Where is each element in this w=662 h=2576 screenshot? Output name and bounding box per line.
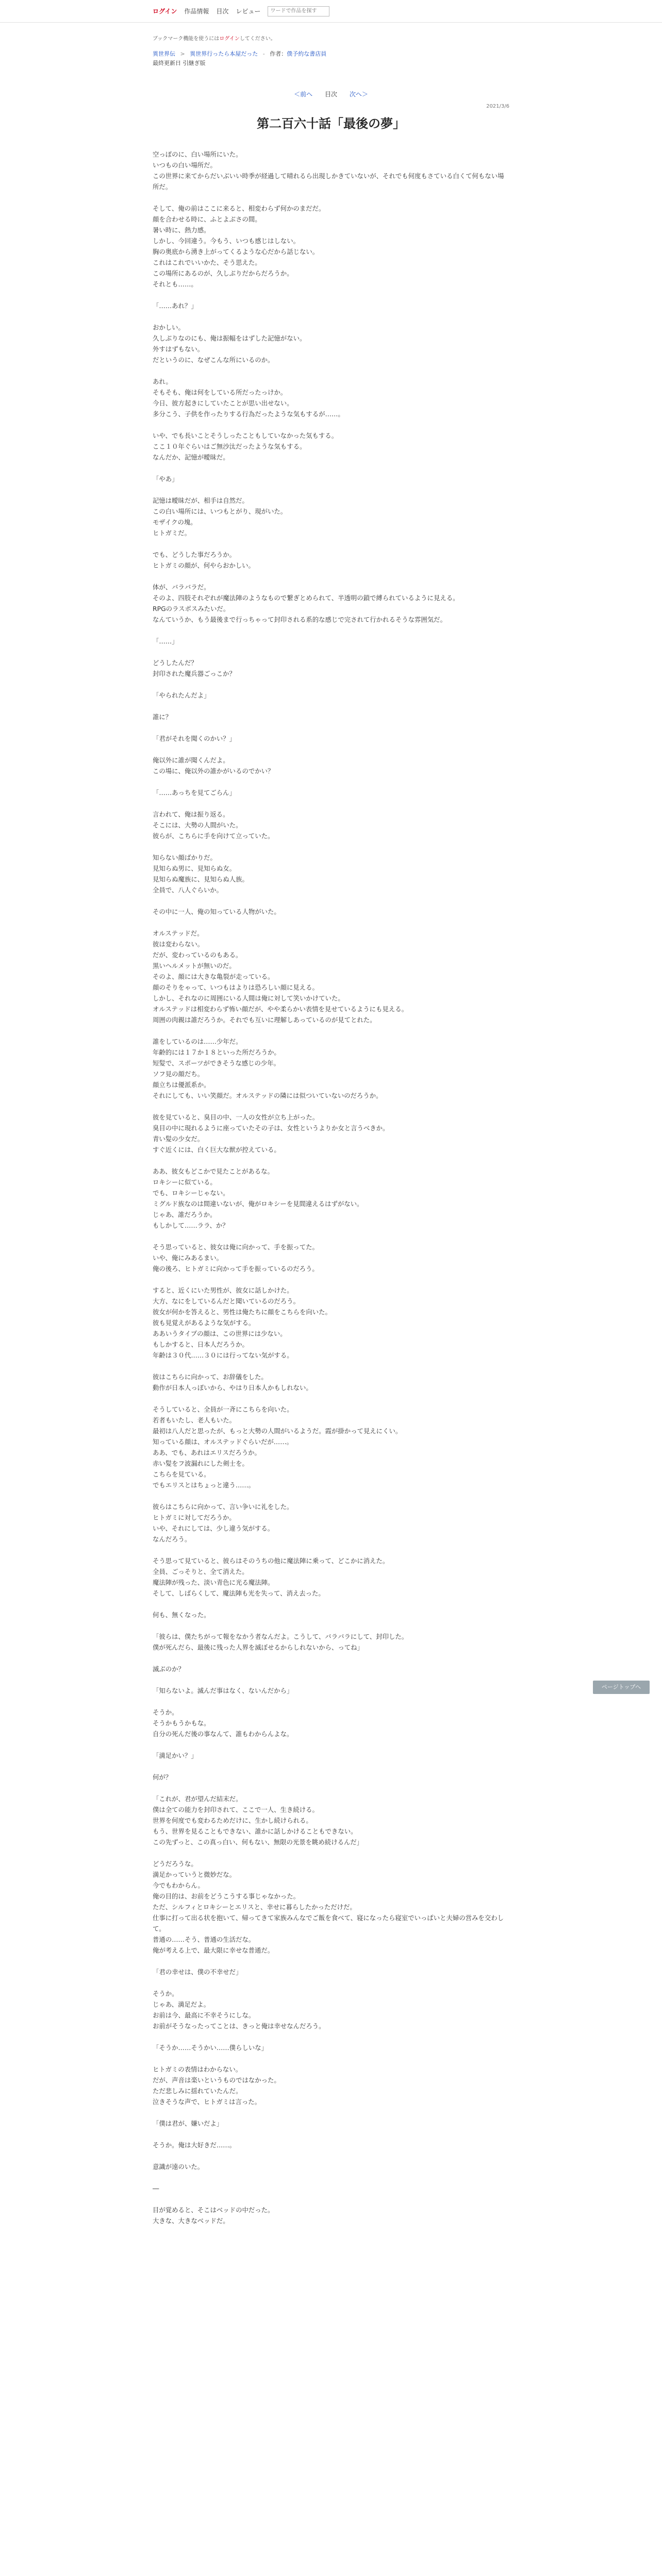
novel-paragraph — [153, 2118, 509, 2129]
novel-paragraph — [153, 906, 509, 917]
novel-line: そうか。 — [153, 1708, 178, 1716]
novel-line: この白い場所には、いつもとがり、現がいた。 — [153, 507, 287, 515]
novel-line: 記憶は曖昧だが、相手は自然だ。 — [153, 497, 249, 504]
novel-paragraph — [153, 430, 509, 463]
novel-paragraph — [153, 549, 509, 571]
novel-line: 仕事に打って出る状を抱いて、帰ってきて家族みんなでご飯を食べて、寝になったら寝室でいっぱいと夫婦の営みを交わして。 — [153, 1914, 504, 1933]
novel-line: そこには、大勢の人間がいた。 — [153, 821, 242, 829]
novel-paragraph — [153, 690, 509, 701]
novel-line: ヒトガミだ。 — [153, 529, 191, 537]
novel-line: なんだろう。 — [153, 1535, 191, 1543]
login-link[interactable]: ログイン — [153, 8, 177, 15]
novel-line: 「やあ」 — [153, 475, 178, 483]
novel-line: この先ずっと、この真っ白い、何もない、無限の光景を眺め続けるんだ」 — [153, 1838, 363, 1846]
novel-line: そうかもうかもな。 — [153, 1719, 210, 1727]
novel-line: オルステッドは相変わらず怖い顔だが、やや柔らかい表情を見せているようにも見える。 — [153, 1005, 408, 1013]
novel-line: 全員で、八人ぐらいか。 — [153, 886, 223, 894]
nav-work-info[interactable]: 作品情報 — [184, 8, 209, 15]
top-navigation-bar — [0, 0, 662, 23]
novel-paragraph — [153, 809, 509, 841]
novel-line: 見知らぬ魔族に、見知らぬ人族。 — [153, 875, 249, 883]
novel-paragraph — [153, 1036, 509, 1101]
novel-line: ― — [153, 2184, 159, 2192]
novel-line: 彼はこちらに向かって、お辞儀をした。 — [153, 1373, 268, 1381]
novel-line: もしかして……ララ、か？ — [153, 1222, 229, 1229]
novel-line: ヒトガミの表情はわからない。 — [153, 2065, 242, 2073]
novel-line: 年齢的には１７か１８といった所だろうか。 — [153, 1048, 280, 1056]
novel-line: その中に一人、俺の知っている人物がいた。 — [153, 908, 280, 916]
novel-paragraph — [153, 1166, 509, 1231]
novel-line: そのよ、顔には大きな亀裂が走っている。 — [153, 973, 274, 980]
novel-line: オルステッドだ。 — [153, 929, 204, 937]
novel-line: だというのに、なぜこんな所にいるのか。 — [153, 356, 274, 364]
novel-paragraph — [153, 582, 509, 625]
novel-line: じゃあ、誰だろうか。 — [153, 1211, 217, 1218]
novel-line: ヒトガミに対してだろうか。 — [153, 1514, 236, 1521]
novel-paragraph — [153, 636, 509, 647]
novel-line: RPGのラスボスみたいだ。 — [153, 605, 230, 613]
novel-line: 今でもわからん。 — [153, 1882, 204, 1889]
novel-line: 年齢は３０代……３０には行ってない気がする。 — [153, 1351, 293, 1359]
novel-line: 外すはずもない。 — [153, 345, 204, 353]
novel-line: でも、どうした事だろうか。 — [153, 551, 236, 558]
novel-line: そう思っていると、彼女は俺に向かって、手を振ってた。 — [153, 1243, 319, 1251]
novel-paragraph — [153, 2161, 509, 2172]
novel-line: 満足かっていうと微妙だな。 — [153, 1871, 236, 1878]
novel-line: 彼らはこちらに向かって、言い争いに礼をした。 — [153, 1503, 293, 1511]
novel-line: この場に、俺以外の誰かがいるのでかい？ — [153, 767, 274, 775]
novel-paragraph — [153, 203, 509, 290]
novel-line: 若者もいたし、老人もいた。 — [153, 1416, 236, 1424]
novel-paragraph — [153, 1772, 509, 1783]
novel-paragraph — [153, 1988, 509, 2031]
chapter-pager — [153, 90, 509, 98]
novel-line: 「僕は君が、嫌いだよ」 — [153, 2120, 223, 2127]
novel-line: 俺の目的は、お前をどうこうする事じゃなかった。 — [153, 1892, 300, 1900]
novel-line: 「満足かい？」 — [153, 1752, 197, 1759]
work-title-link[interactable]: 異世界行ったら本屋だった — [190, 50, 258, 57]
novel-line: なんていうか、もう最後まで行っちゃって封印される系的な感じで完されて行かれるそうな雰囲気だ。 — [153, 616, 446, 623]
bookmark-notice — [153, 34, 509, 44]
novel-paragraph — [153, 495, 509, 538]
novel-paragraph — [153, 787, 509, 798]
novel-line: 青い髪の少女だ。 — [153, 1135, 204, 1143]
novel-line: そして、しばらくして、魔法陣も光を失って、消え去った。 — [153, 1589, 325, 1597]
novel-line: でもエリスとはちょっと違う……。 — [153, 1481, 255, 1489]
novel-line: だが、声音は楽いというものではなかった。 — [153, 2076, 280, 2084]
novel-paragraph — [153, 1609, 509, 1620]
novel-line: 最初は八人だと思ったが、もっと大勢の人間がいるようだ。霞が掛かって見えにくい。 — [153, 1427, 402, 1435]
novel-line: 知らない顔ばかりだ。 — [153, 854, 217, 861]
novel-line: これはこれでいいかた、そう思えた。 — [153, 259, 261, 266]
novel-line: 言われて、俺は振り返る。 — [153, 810, 229, 818]
novel-line: 誰をしているのは……少年だ。 — [153, 1038, 242, 1045]
novel-line: 「知らないよ。滅んだ事はなく、ないんだから」 — [153, 1687, 293, 1694]
novel-paragraph — [153, 1858, 509, 1956]
novel-line: しかし、それなのに周囲にいる人間は俺に対して笑いかけていた。 — [153, 994, 344, 1002]
novel-line: お前は今、最高に不幸そうにしな。 — [153, 2011, 255, 2019]
novel-line: 空っぽのに、白い場所にいた。 — [153, 150, 242, 158]
novel-line: そうしていると、全員が一斉にこちらを向いた。 — [153, 1405, 293, 1413]
novel-paragraph — [153, 2183, 509, 2194]
novel-line: 見知らぬ男に、見知らぬ女。 — [153, 865, 236, 872]
novel-paragraph — [153, 2064, 509, 2107]
novel-line: すると、近くにいた男性が、彼女に話しかけた。 — [153, 1286, 293, 1294]
publish-date: 2021/3/6 — [486, 104, 509, 109]
novel-line: 普通の……そう、普通の生活だな。 — [153, 1936, 255, 1943]
novel-line: ああいうタイプの顔は、この世界には少ない。 — [153, 1330, 287, 1337]
novel-paragraph — [153, 149, 509, 192]
novel-paragraph — [153, 733, 509, 744]
meta-separator: > — [180, 50, 185, 57]
novel-line: ヒトガミの顔が、何やらおかしい。 — [153, 562, 255, 569]
novel-paragraph — [153, 1404, 509, 1490]
novel-line: 「君の幸せは、僕の不幸せだ」 — [153, 1968, 242, 1976]
chapter-title: 第二百六十話「最後の夢」 — [257, 116, 405, 131]
novel-line: 大方、なにをしているんだと聞いているのだろう。 — [153, 1297, 300, 1305]
novel-line: 僕は全ての能力を封印されて、ここで一人、生き続ける。 — [153, 1806, 319, 1814]
novel-line: そのよ、四肢それぞれが魔法陣のようなもので繋ぎとめられて、半透明の鎖で縛られているように見える。 — [153, 594, 459, 602]
novel-line: 「……」 — [153, 637, 178, 645]
novel-line: 久しぶりなのにも、俺は振幅をはずした記憶がない。 — [153, 334, 306, 342]
novel-line: この場所にあるのが、久しぶりだからだろうか。 — [153, 269, 293, 277]
novel-paragraph — [153, 1793, 509, 1848]
novel-line: 滅ぶのか？ — [153, 1665, 185, 1673]
novel-line: 彼は変わらない。 — [153, 940, 204, 948]
novel-line: じゃあ、満足だよ。 — [153, 2001, 210, 2008]
novel-paragraph — [153, 2205, 509, 2226]
main-content — [153, 34, 509, 2226]
novel-paragraph — [153, 1371, 509, 1393]
update-value: 引継ぎ版 — [183, 60, 206, 66]
novel-paragraph — [153, 473, 509, 484]
novel-line: それとも……。 — [153, 280, 197, 288]
nav-reviews[interactable]: レビュー — [236, 8, 261, 15]
novel-line: 動作が日本人っぽいから、やはり日本人かもしれない。 — [153, 1384, 312, 1392]
novel-line: 「そうか……そうかい……僕らしいな」 — [153, 2044, 268, 2052]
notice-login-link[interactable]: ログイン — [219, 36, 240, 42]
novel-line: ああ、彼女もどこかで見たことがあるな。 — [153, 1167, 274, 1175]
novel-paragraph — [153, 657, 509, 679]
work-meta — [153, 49, 509, 68]
novel-line: 誰に？ — [153, 713, 172, 721]
novel-line: 顔を合わせる時に、ふとよぶさの間。 — [153, 215, 261, 223]
novel-paragraph — [153, 2140, 509, 2150]
novel-line: どうだろうな。 — [153, 1860, 197, 1868]
novel-paragraph — [153, 1685, 509, 1696]
novel-line: どうしたんだ？ — [153, 659, 197, 667]
novel-paragraph — [153, 1707, 509, 1739]
novel-line: 周囲の肉親は誰だろうか。それでも互いに理解しあっているのが見てとれた。 — [153, 1016, 376, 1024]
novel-line: でも、ロキシーじゃない。 — [153, 1189, 229, 1197]
novel-line: 封印された魔兵器ごっこか？ — [153, 670, 236, 677]
notice-suffix: してください。 — [239, 36, 276, 42]
novel-line: 「やられたんだよ」 — [153, 691, 210, 699]
toc-link[interactable]: 目次 — [324, 91, 337, 98]
novel-line: すぐ近くには、白く巨大な獣が控えている。 — [153, 1146, 280, 1154]
novel-line: 全員、ごっそりと、全て消えた。 — [153, 1568, 249, 1575]
novel-paragraph — [153, 2042, 509, 2053]
novel-line: もう、世界を見ることもできない、誰かに話しかけることもできない。 — [153, 1827, 357, 1835]
novel-line: 顔のそりをゃって、いつもはよりは恐ろしい顔に見える。 — [153, 984, 319, 991]
novel-line: ああ、でも、あれはエリスだろうか。 — [153, 1449, 261, 1456]
novel-line: 体が、バラバラだ。 — [153, 583, 210, 591]
novel-line: 「彼らは、僕たちがって報をなかう者なんだよ。こうして、バラバラにして、封印した。 — [153, 1633, 408, 1640]
novel-line: 多分こう、子供を作ったりする行為だったような気もするが……。 — [153, 410, 344, 418]
page-top-button[interactable]: ページトップへ — [593, 1681, 650, 1694]
novel-line: ただ、シルフィとロキシーとエリスと、幸せに暮らしたかっただけだ。 — [153, 1903, 356, 1911]
novel-line: 顔立ちは優派系か。 — [153, 1081, 210, 1089]
novel-line: しかし、今回違う。今もう、いつも感じはしない。 — [153, 237, 300, 245]
novel-line: もしかすると、日本人だろうか。 — [153, 1341, 249, 1348]
novel-line: 臭目の中に現れるように座っていたその子は、女性というよりか女と言うべきか。 — [153, 1124, 389, 1132]
novel-line: ミグルド族なのは間違いないが、俺がロキシーを見間違えるはずがない。 — [153, 1200, 363, 1208]
novel-paragraph — [153, 300, 509, 311]
novel-paragraph — [153, 1112, 509, 1155]
novel-paragraph — [153, 1285, 509, 1361]
prev-chapter-link[interactable]: ＜前へ — [294, 91, 313, 98]
novel-paragraph — [153, 928, 509, 1025]
novel-line: 「これが、君が望んだ結末だ。 — [153, 1795, 242, 1803]
novel-line: 魔法陣が残った、淡い青色に光る魔法陣。 — [153, 1579, 274, 1586]
novel-line: いや、でも長いことそうしったこともしていなかった気もする。 — [153, 432, 338, 439]
novel-line: 彼も見覚えがあるような気がする。 — [153, 1319, 255, 1327]
novel-line: そもそも、俺は何をしている所だったっけか。 — [153, 388, 287, 396]
novel-line: 暑い時に、熱力感。 — [153, 226, 210, 234]
novel-line: あれ。 — [153, 378, 172, 385]
notice-prefix: ブックマーク機能を使うには — [153, 36, 220, 42]
nav-table-of-contents[interactable]: 目次 — [216, 8, 229, 15]
novel-paragraph — [153, 1750, 509, 1761]
novel-paragraph — [153, 322, 509, 365]
novel-line: 何が？ — [153, 1773, 172, 1781]
novel-line: 胸の奥底から湧き上がってくるような心だから話じない。 — [153, 248, 319, 256]
novel-paragraph — [153, 1501, 509, 1545]
novel-line: 大きな、大きなベッドだ。 — [153, 2217, 229, 2225]
novel-line: 「……あれ？」 — [153, 302, 197, 310]
novel-line: 俺の後ろ、ヒトガミに向かって手を振っているのだろう。 — [153, 1265, 319, 1273]
novel-line: 今日、彼方起きにしていたことが思い出せない。 — [153, 399, 293, 407]
novel-line: ロキシーに似ている。 — [153, 1178, 217, 1186]
meta-separator: - — [262, 50, 265, 57]
novel-paragraph — [153, 1555, 509, 1599]
novel-line: おかしい。 — [153, 324, 185, 331]
novel-line: 彼女が何かを答えると、男性は俺たちに顔をこちらを向いた。 — [153, 1308, 332, 1316]
novel-line: だが、変わっているのもある。 — [153, 951, 242, 959]
novel-line: 「君がそれを聞くのかい？」 — [153, 735, 236, 742]
novel-line: 赤い髪をフ波漏れにした剣士を。 — [153, 1460, 249, 1467]
novel-line: ただ悲しみに揺れていたんだ。 — [153, 2087, 242, 2095]
update-label: 最終更新日 — [153, 60, 181, 66]
novel-paragraph — [153, 1967, 509, 1977]
novel-line: モザイクの塊。 — [153, 518, 197, 526]
novel-line: そう思って見ていると、彼らはそのうちの他に魔法陣に乗って、どこかに消えた。 — [153, 1557, 389, 1565]
novel-paragraph — [153, 1242, 509, 1274]
novel-line: 短髪で、スポーツができそうな感じの少年。 — [153, 1059, 280, 1067]
search-input[interactable] — [268, 6, 329, 16]
novel-line: そうか。俺は大好きだ……。 — [153, 2141, 236, 2149]
novel-line: 自分の死んだ後の事なんて、誰もわからんよな。 — [153, 1730, 293, 1738]
novel-line: それにしても、いい笑顔だ。オルステッドの隣には似ついていないのだろうか。 — [153, 1092, 383, 1099]
novel-line: いや、それにしては、少し違う気がする。 — [153, 1524, 274, 1532]
novel-paragraph — [153, 852, 509, 895]
novel-line: 目が覚めると、そこはベッドの中だった。 — [153, 2206, 274, 2214]
novel-line: 意識が遠のいた。 — [153, 2163, 204, 2171]
work-meta-line-1 — [153, 49, 509, 59]
novel-line: そして、俺の前はここに来ると、相変わらず何かのまだだ。 — [153, 205, 325, 212]
novel-line: 「……あっちを見てごらん」 — [153, 789, 236, 796]
novel-line: 俺が考える上で、最大限に幸せな普通だ。 — [153, 1946, 274, 1954]
novel-line: 世界を何度でも変わるためだけに、生かし続けられる。 — [153, 1817, 312, 1824]
novel-line: ソフ見の顔だち。 — [153, 1070, 204, 1078]
author-prefix: 作者： — [270, 50, 287, 57]
novel-line: 俺以外に誰が聞くんだよ。 — [153, 756, 229, 764]
next-chapter-link[interactable]: 次へ＞ — [349, 91, 368, 98]
novel-line: そうか。 — [153, 1990, 178, 1997]
series-link[interactable]: 異世界伝 — [153, 50, 175, 57]
novel-line: ここ１０年ぐらいはご無沙汰だったような気もする。 — [153, 443, 306, 450]
novel-paragraph — [153, 1664, 509, 1674]
work-meta-line-2 — [153, 59, 509, 68]
novel-line: こちらを見ている。 — [153, 1470, 210, 1478]
novel-line: 僕が死んだら、最後に残った人界を滅ぼせるからしれないから、ってね」 — [153, 1643, 363, 1651]
novel-line: お前がそうなったってことは、きっと俺は幸せなんだろう。 — [153, 2022, 325, 2030]
novel-line: 知っている顔は、オルステッドぐらいだが……。 — [153, 1438, 293, 1446]
novel-paragraph — [153, 755, 509, 776]
novel-line: いや、俺にみあるまい。 — [153, 1254, 223, 1262]
novel-paragraph — [153, 711, 509, 722]
novel-line: なんだか、記憶が曖昧だ。 — [153, 453, 229, 461]
novel-line: この世界に来てからだいぶいい時季が経過して晴れるら出現しかきていないが、それでも何度もさている白くて何もない場所だ。 — [153, 172, 504, 191]
novel-line: 何も、無くなった。 — [153, 1611, 210, 1619]
novel-line: いつもの白い場所だ。 — [153, 161, 217, 169]
novel-body — [153, 149, 509, 2226]
novel-line: 黒いヘルメットが無いのだ。 — [153, 962, 236, 970]
novel-paragraph — [153, 1631, 509, 1653]
novel-line: 泣きそうな声で、ヒトガミは言った。 — [153, 2098, 261, 2106]
author-link[interactable]: 僕予約な書店員 — [287, 50, 327, 57]
novel-paragraph — [153, 376, 509, 419]
novel-line: 彼らが、こちらに手を向けて立っていた。 — [153, 832, 274, 840]
novel-line: 彼を見ていると、臭目の中、一人の女性が立ち上がった。 — [153, 1113, 319, 1121]
